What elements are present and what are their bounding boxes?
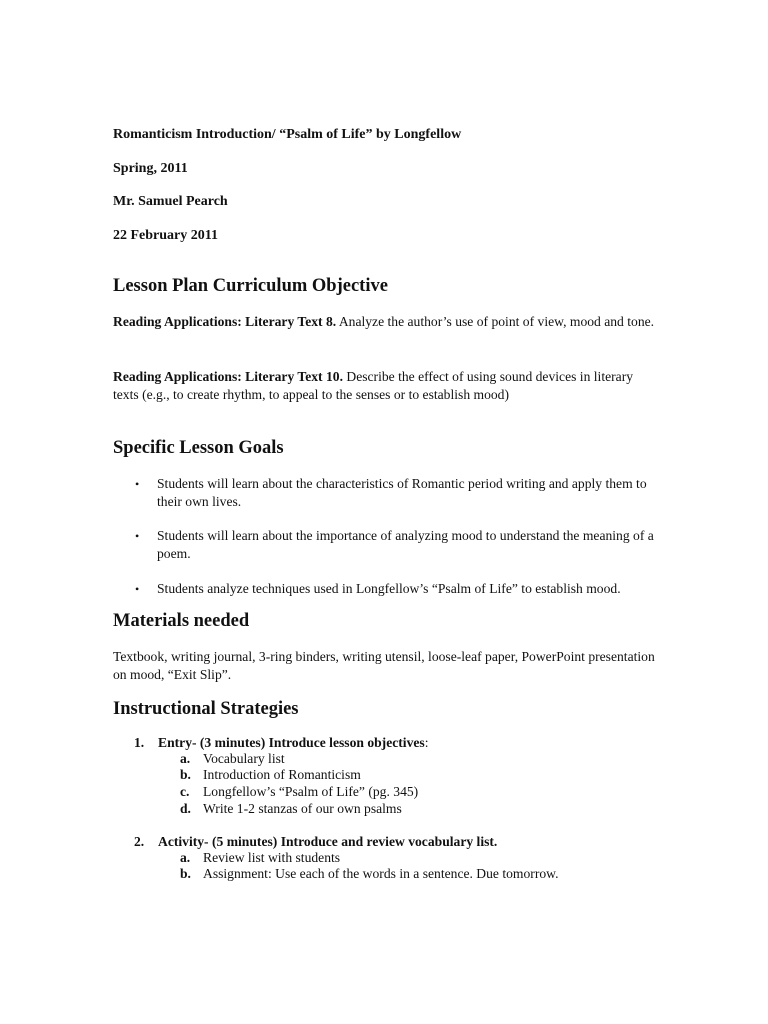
- objective-item: [113, 368, 658, 404]
- sub-text: Vocabulary list: [203, 751, 285, 766]
- materials-text: Textbook, writing journal, 3-ring binders, writing utensil, loose-leaf paper, PowerPoint presentation on mood, “Exit Slip”.: [113, 649, 655, 682]
- objective-item: [113, 313, 658, 331]
- step-label: Activity- (5 minutes) Introduce and review vocabulary list.: [158, 834, 498, 849]
- lesson-date: 22 February 2011: [113, 228, 218, 243]
- sub-text: Write 1-2 stanzas of our own psalms: [203, 801, 402, 816]
- strategies-heading: Instructional Strategies: [113, 699, 299, 719]
- goal-text: Students will learn about the importance of analyzing mood to understand the meaning of a poem.: [157, 528, 654, 561]
- bullet-icon: •: [135, 582, 140, 596]
- objective-text: Describe the effect of using sound devices in literary texts (e.g., to create rhythm, to appeal to the senses or to establish mood): [113, 369, 634, 402]
- term-label: Spring, 2011: [113, 161, 188, 176]
- objective-label: Reading Applications: Literary Text 10.: [113, 369, 343, 384]
- strategy-step: [134, 735, 428, 751]
- sub-letter: b.: [180, 767, 191, 782]
- objective-text: Analyze the author’s use of point of view, mood and tone.: [336, 314, 655, 329]
- goals-heading: Specific Lesson Goals: [113, 438, 284, 458]
- step-number: 2.: [134, 834, 145, 849]
- bullet-icon: •: [135, 477, 140, 491]
- sub-letter: a.: [180, 751, 191, 766]
- step-number: 1.: [134, 735, 145, 750]
- sub-letter: d.: [180, 801, 191, 816]
- objective-heading: Lesson Plan Curriculum Objective: [113, 276, 388, 296]
- sub-letter: b.: [180, 866, 191, 881]
- document-title: Romanticism Introduction/ “Psalm of Life” by Longfellow: [113, 127, 462, 142]
- teacher-name: Mr. Samuel Pearch: [113, 194, 228, 209]
- sub-item: [180, 850, 340, 866]
- sub-letter: c.: [180, 784, 190, 799]
- sub-text: Review list with students: [203, 850, 341, 865]
- sub-text: Introduction of Romanticism: [203, 767, 361, 782]
- bullet-icon: •: [135, 529, 140, 543]
- sub-letter: a.: [180, 850, 191, 865]
- step-label: Entry- (3 minutes) Introduce lesson objectives: [158, 735, 425, 750]
- strategy-step: [134, 834, 497, 850]
- sub-item: [180, 866, 558, 882]
- sub-item: [180, 801, 402, 817]
- step-suffix: :: [424, 735, 429, 750]
- goal-text: Students analyze techniques used in Longfellow’s “Psalm of Life” to establish mood.: [157, 581, 621, 596]
- sub-item: [180, 751, 285, 767]
- goal-text: Students will learn about the characteristics of Romantic period writing and apply them to their own lives.: [157, 476, 647, 509]
- materials-heading: Materials needed: [113, 611, 250, 631]
- sub-item: [180, 784, 418, 800]
- objective-label: Reading Applications: Literary Text 8.: [113, 314, 337, 329]
- sub-text: Longfellow’s “Psalm of Life” (pg. 345): [203, 784, 419, 799]
- sub-item: [180, 767, 361, 783]
- sub-text: Assignment: Use each of the words in a sentence. Due tomorrow.: [203, 866, 559, 881]
